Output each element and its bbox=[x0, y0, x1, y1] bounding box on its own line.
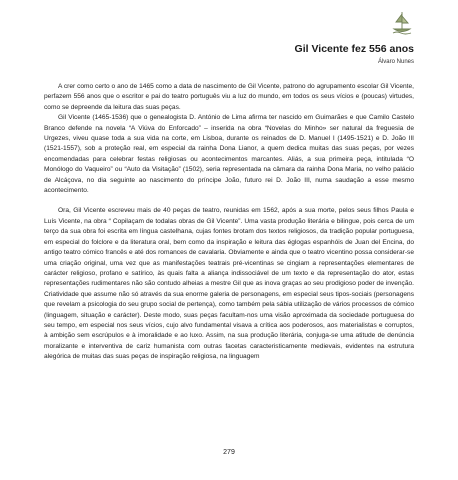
article-author: Álvaro Nunes bbox=[377, 59, 414, 65]
article-body bbox=[44, 82, 414, 363]
paragraph: Ora, Gil Vicente escreveu mais de 40 peças de teatro, reunidas em 1562, após a sua morte, pelos seus filhos Paula e Luís Vicente, na obra “ Copilaçam de todalas obras de Gil Vicente”. Uma vasta produção literária e bilingue, pois cerca de um terço da sua obra foi escrita em língua castelhana, cujas fontes brotam dos textos religiosos, da tradição popular portuguesa, em especial do folclore e da literatura oral, bem como da inspiração e leitura das églogas espanhóis de Juan del Encina, do antigo teatro cómico francês e até dos romances de cavalaria. Obviamente e ainda que o teatro vicentino possa considerar-se uma criação original, uma vez que as manifestações teatrais pré-vicentinas se cingiam a representações elementares de carácter religioso, profano e satírico, às quais falta a aliança indissociável de um texto e da representação do ator, estas representações rudimentares não são contudo alheias a mestre Gil que as inova graças ao seu prodigioso poder de invenção. Criatividade que assume não só através da sua enorme galeria de personagens, em especial seus tipos-sociais (personagens que revelam a psicologia do seu grupo social de pertença), como também pela sábia utilização de vários processos de cómico (linguagem, situação e carácter). Deste modo, suas peças facultam-nos uma visão aproximada da sociedade portuguesa do seu tempo, em especial nos seus vícios, cujo alvo fundamental visava a crítica aos poderosos, aos materialistas e corruptos, à ambição sem escrúpulos e à imoralidade e ao luxo. Assim, na sua produção literária, conjuga-se uma atitude de denúncia moralizante e interventiva de cariz humanista com outras facetas caracteristicamente medievais, evidentes na estrutura alegórica de muitas das suas peças de inspiração religiosa, na linguagem bbox=[44, 207, 414, 361]
sailing-ship-emblem-icon bbox=[389, 10, 415, 38]
paragraph: A crer como certo o ano de 1465 como a data de nascimento de Gil Vicente, patrono do agrupamento escolar Gil Vicente, perfazem 556 anos que o escritor e pai do teatro português viu a luz do mundo, em todos os seus vícios e (poucas) virtudes, como se depreende da leitura das suas peças. bbox=[44, 83, 414, 111]
article-title: Gil Vicente fez 556 anos bbox=[294, 43, 414, 55]
page-number: 279 bbox=[223, 449, 235, 456]
paragraph: Gil Vicente (1465-1536) que o genealogista D. António de Lima afirma ter nascido em Guimarães e que Camilo Castelo Branco defende na novela “A Viúva do Enforcado” – inserida na obra “Novelas do Minho» ser natural da freguesia de Urgezes, viveu quase toda a sua vida na corte, em Lisboa, durante os reinados de D. Manuel I (1495-1521) e D. João III (1521-1557), sob a proteção real, em especial da rainha Dona Lianor, a quem dedica muitas das suas peças, por vezes encomendadas para celebrar festas religiosas ou acontecimentos marcantes. Aliás, a sua primeira peça, intitulada “O Monólogo do Vaqueiro” ou “Auto da Visitação” (1502), seria representada na câmara da rainha Dona Maria, no velho palácio de Alcáçova, no dia seguinte ao nascimento do príncipe João, futuro rei D. João III, numa saudação a esse mesmo acontecimento. bbox=[44, 114, 414, 195]
